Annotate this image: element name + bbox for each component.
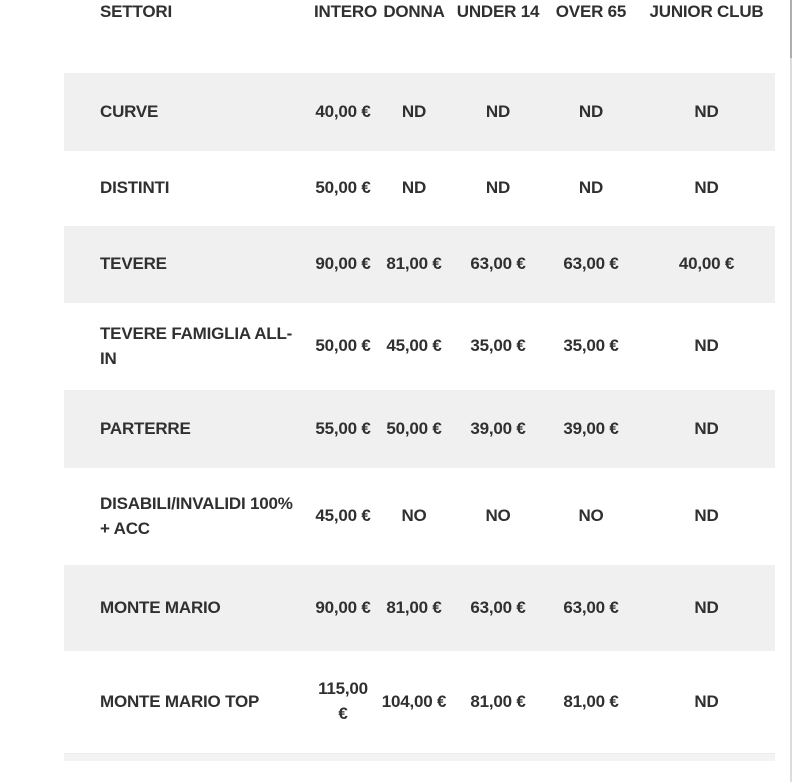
sector-pricing-table (64, 0, 775, 753)
price-cell: ND (578, 101, 604, 121)
scrollbar-track[interactable] (790, 0, 792, 782)
column-header-over-65: OVER 65 (555, 2, 627, 21)
price-cell: ND (694, 336, 719, 356)
next-row-top-edge (64, 753, 775, 761)
price-cell: NO (401, 506, 427, 526)
price-cell: 35,00 € (563, 336, 619, 356)
price-cell: 81,00 € (386, 597, 442, 617)
price-cell: ND (485, 101, 511, 121)
price-cell: ND (694, 691, 719, 711)
price-cell: 40,00 € (315, 101, 371, 121)
price-cell: 81,00 € (470, 691, 526, 711)
price-cell: 104,00 € (381, 691, 447, 711)
price-cell: 50,00 € (386, 418, 442, 438)
column-header-under-14: UNDER 14 (456, 2, 540, 21)
sector-name: TEVERE FAMIGLIA ALL-IN (100, 323, 293, 368)
price-cell: ND (578, 178, 604, 198)
price-cell: 45,00 € (386, 336, 442, 356)
sector-name: DISTINTI (100, 178, 170, 198)
price-cell: ND (694, 506, 719, 526)
table-row (64, 73, 775, 151)
price-cell: ND (485, 178, 511, 198)
table-row (64, 303, 775, 390)
column-header-junior-club: JUNIOR CLUB (649, 2, 764, 21)
column-header-intero: INTERO (314, 2, 378, 21)
header-row (64, 0, 775, 73)
price-cell: 81,00 € (386, 254, 442, 274)
price-cell: 63,00 € (563, 254, 619, 274)
column-header-donna: DONNA (383, 2, 445, 21)
column-header-settori: SETTORI (100, 2, 172, 21)
sector-name: MONTE MARIO (100, 597, 221, 617)
price-cell: ND (694, 418, 719, 438)
price-cell: ND (401, 101, 427, 121)
scrollbar-thumb[interactable] (790, 0, 792, 58)
table-row (64, 226, 775, 303)
sector-name: PARTERRE (100, 418, 191, 438)
price-cell: 39,00 € (470, 418, 526, 438)
sector-name: MONTE MARIO TOP (100, 691, 260, 711)
sector-name: CURVE (100, 101, 159, 121)
price-cell: 35,00 € (470, 336, 526, 356)
table-row (64, 565, 775, 651)
price-cell: 63,00 € (470, 597, 526, 617)
price-cell: 50,00 € (315, 178, 371, 198)
price-cell: ND (694, 101, 719, 121)
pricing-table-container (64, 0, 775, 753)
sector-name: TEVERE (100, 254, 167, 274)
price-cell: NO (578, 506, 604, 526)
sector-name: DISABILI/INVALIDI 100% + ACC (100, 493, 293, 538)
price-cell: 90,00 € (315, 254, 371, 274)
table-row (64, 390, 775, 468)
price-cell: 55,00 € (315, 418, 371, 438)
table-row (64, 151, 775, 226)
price-cell: 50,00 € (315, 336, 371, 356)
price-cell: 63,00 € (563, 597, 619, 617)
price-cell: 81,00 € (563, 691, 619, 711)
price-cell: 90,00 € (315, 597, 371, 617)
table-row (64, 651, 775, 753)
price-cell: 45,00 € (315, 506, 371, 526)
table-row (64, 468, 775, 565)
price-cell: ND (694, 597, 719, 617)
price-cell: 115,00 € (318, 679, 368, 723)
price-cell: ND (694, 178, 719, 198)
price-cell: NO (485, 506, 511, 526)
price-cell: ND (401, 178, 427, 198)
price-cell: 39,00 € (563, 418, 619, 438)
price-cell: 63,00 € (470, 254, 526, 274)
price-cell: 40,00 € (678, 254, 735, 274)
